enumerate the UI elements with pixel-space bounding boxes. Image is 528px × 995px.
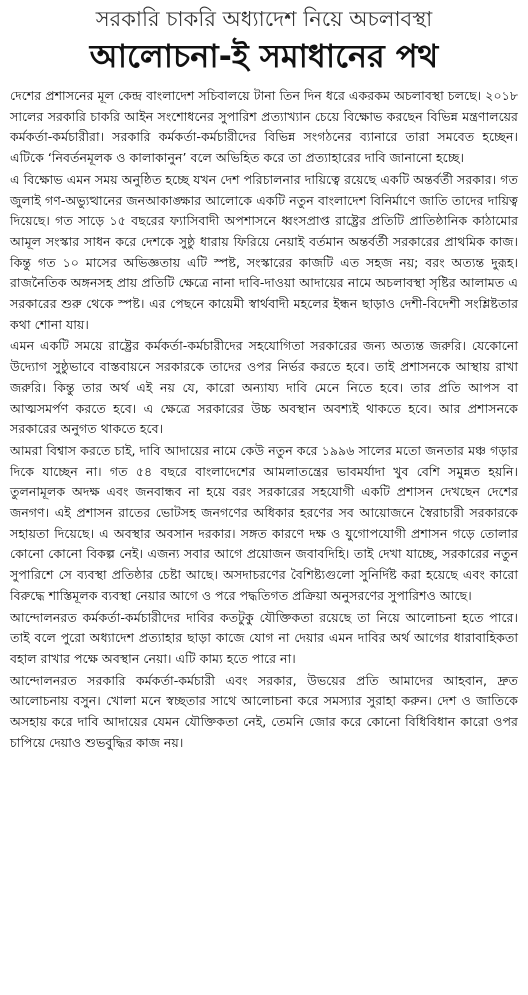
article-headline: আলোচনা-ই সমাধানের পথ [89,37,439,75]
article-kicker: সরকারি চাকরি অধ্যাদেশ নিয়ে অচলাবস্থা [95,7,433,31]
article-body [10,86,518,754]
article-paragraph: আন্দোলনরত কর্মকর্তা-কর্মচারীদের দাবির কতটুকু যৌক্তিকতা রয়েছে তা নিয়ে আলোচনা হতে পারে। তাই বলে পুরো অধ্যাদেশ প্রত্যাহার ছাড়া কাজে যোগ না দেয়ার এমন দাবির অর্থ আগের ধারাবাহিকতা বহাল রাখার পক্ষে অবস্থান নেয়া। এটি কাম্য হতে পারে না। [10,609,518,666]
article-paragraph: আন্দোলনরত সরকারি কর্মকর্তা-কর্মচারী এবং সরকার, উভয়ের প্রতি আমাদের আহবান, দ্রুত আলোচনায় বসুন। খোলা মনে স্বচ্ছতার সাথে আলোচনা করে সমস্যার সুরাহা করুন। দেশ ও জাতিকে অসহায় করে দাবি আদায়ের যেমন যৌক্তিকতা নেই, তেমনি জোর করে কোনো বিধিবিধান কারো ওপর চাপিয়ে দেয়াও শুভবুদ্ধির কাজ নয়। [10,672,518,750]
article-paragraph: আমরা বিশ্বাস করতে চাই, দাবি আদায়ের নামে কেউ নতুন করে ১৯৯৬ সালের মতো জনতার মঞ্চ গড়ার দিকে যাচ্ছেন না। গত ৫৪ বছরে বাংলাদেশের আমলাতন্ত্রের ভাবমর্যাদা খুব বেশি সমুন্নত হয়নি। তুলনামূলক অদক্ষ এবং জনবান্ধব না হয়ে বরং সরকারের সহযোগী একটি প্রশাসন দেখছেন দেশের জনগণ। এই প্রশাসন রাতের ভোটসহ জনগণের অধিকার হরণের সব আয়োজনে স্বৈরাচারী সরকারকে সহায়তা দিয়েছে। এ অবস্থার অবসান দরকার। সঙ্গত কারণে দক্ষ ও যুগোপযোগী প্রশাসন গড়ে তোলার কোনো কোনো বিকল্প নেই। এজন্য সবার আগে প্রয়োজন জবাবদিহি। তাই দেখা যাচ্ছে, সরকারের নতুন সুপারিশে সে ব্যবস্থা প্রতিষ্ঠার চেষ্টা আছে। অসদাচরণের বৈশিষ্ট্যগুলো সুনির্দিষ্ট করা হয়েছে এবং কারো বিরুদ্ধে শাস্তিমূলক ব্যবস্থা নেয়ার আগে ও পরে পদ্ধতিগত প্রক্রিয়া অনুসরণের সুপারিশও আছে। [10,442,518,603]
article-paragraph: এ বিক্ষোভ এমন সময় অনুষ্ঠিত হচ্ছে যখন দেশ পরিচালনার দায়িত্বে রয়েছে একটি অন্তর্বর্তী সরকার। গত জুলাই গণ-অভ্যুত্থানের জনআকাঙ্ক্ষার আলোকে একটি নতুন বাংলাদেশ বিনির্মাণে জাতি তাদের দায়িত্ব দিয়েছে। গত সাড়ে ১৫ বছরের ফ্যাসিবাদী অপশাসনে ধ্বংসপ্রাপ্ত রাষ্ট্রের প্রতিটি প্রাতিষ্ঠানিক কাঠামোর আমূল সংস্কার সাধন করে দেশকে সুষ্ঠু ধারায় ফিরিয়ে নেয়াই বর্তমান অন্তর্বর্তী সরকারের প্রাথমিক কাজ। কিন্তু গত ১০ মাসের অভিজ্ঞতায় এটি স্পষ্ট, সংস্কারের কাজটি এত সহজ নয়; বরং অত্যন্ত দুরূহ। রাজনৈতিক অঙ্গনসহ প্রায় প্রতিটি ক্ষেত্রে নানা দাবি-দাওয়া আদায়ের নামে অচলাবস্থা সৃষ্টির আলামত এ সরকারের শুরু থেকে স্পষ্ট। এর পেছনে কায়েমী স্বার্থবাদী মহলের ইন্ধন ছাড়াও দেশী-বিদেশী সংশ্লিষ্টতার কথা শোনা যায়। [10,171,518,332]
article-paragraph: দেশের প্রশাসনের মূল কেন্দ্র বাংলাদেশ সচিবালয়ে টানা তিন দিন ধরে একরকম অচলাবস্থা চলছে। ২০১৮ সালের সরকারি চাকরি আইন সংশোধনের সুপারিশ প্রত্যাখ্যান চেয়ে বিক্ষোভ করছেন বিভিন্ন মন্ত্রণালয়ের কর্মকর্তা-কর্মচারীরা। সরকারি কর্মকর্তা-কর্মচারীদের বিভিন্ন সংগঠনের ব্যানারে তারা সমবেত হচ্ছেন। এটিকে ‘নিবর্তনমূলক ও কালাকানুন’ বলে অভিহিত করে তা প্রত্যাহারের দাবি জানানো হচ্ছে। [10,88,518,166]
article-paragraph: এমন একটি সময়ে রাষ্ট্রের কর্মকর্তা-কর্মচারীদের সহযোগিতা সরকারের জন্য অত্যন্ত জরুরি। যেকোনো উদ্যোগ সুষ্ঠুভাবে বাস্তবায়নে সরকারকে তাদের ওপর নির্ভর করতে হবে। তাই প্রশাসনকে আস্থায় রাখা জরুরি। কিন্তু তার অর্থ এই নয় যে, কারো অন্যায্য দাবি মেনে নিতে হবে। তার প্রতি আপস বা আত্মসমর্পণ করতে হবে। এ ক্ষেত্রে সরকারের উচ্চ অবস্থান অবশ্যই থাকতে হবে। আর প্রশাসনকে সরকারের অনুগত থাকতে হবে। [10,338,518,437]
